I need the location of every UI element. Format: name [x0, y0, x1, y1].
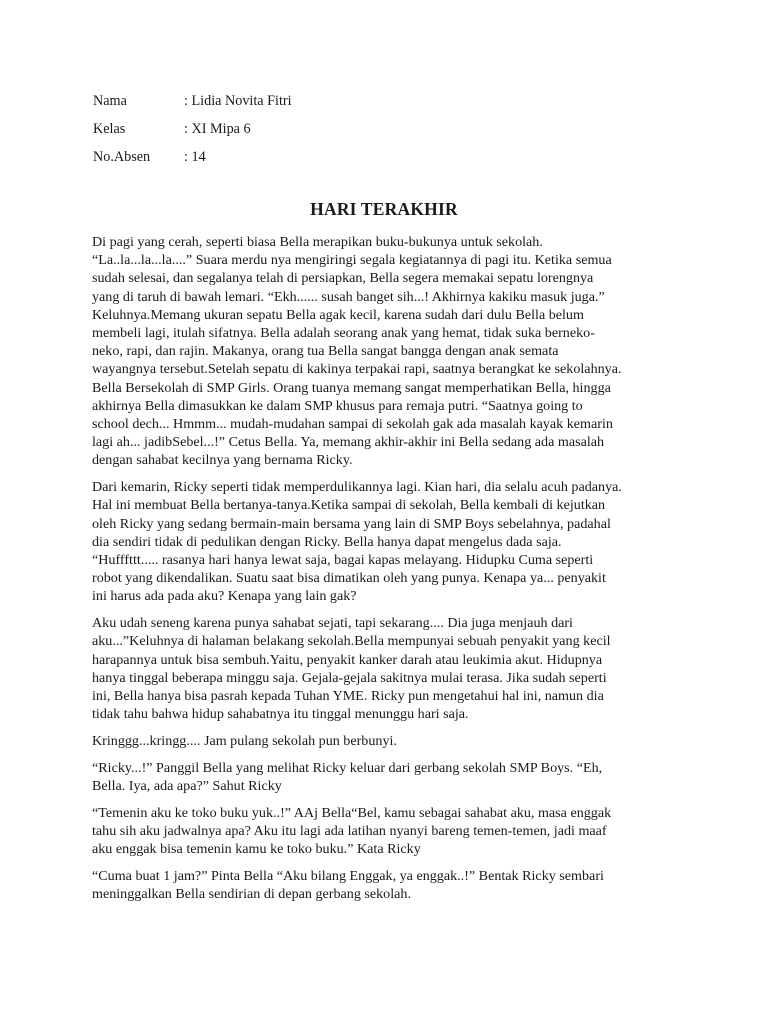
- story-body: [92, 233, 688, 912]
- paragraph-line: neko, rapi, dan rajin. Makanya, orang tua Bella sangat bangga dengan anak semata: [92, 343, 559, 360]
- paragraph-line: tidak tahu bahwa hidup sahabatnya itu tinggal menunggu hari saja.: [92, 706, 469, 723]
- info-row-nama: [93, 87, 292, 115]
- info-value: : XI Mipa 6: [184, 121, 251, 137]
- paragraph-line: aku...”Keluhnya di halaman belakang sekolah.Bella mempunyai sebuah penyakit yang kecil: [92, 633, 611, 650]
- paragraph-line: robot yang dikendalikan. Suatu saat bisa dimatikan oleh yang punya. Kenapa ya... penyakit: [92, 570, 606, 587]
- paragraph-line: “Ricky...!” Panggil Bella yang melihat Ricky keluar dari gerbang sekolah SMP Boys. “Eh,: [92, 759, 603, 776]
- paragraph-line: ini, Bella hanya bisa pasrah kepada Tuhan YME. Ricky pun mengetahui hal ini, namun dia: [92, 688, 604, 705]
- info-row-kelas: [93, 115, 292, 143]
- paragraph-line: Kringgg...kringg.... Jam pulang sekolah pun berbunyi.: [92, 733, 397, 750]
- story-paragraph: [92, 804, 688, 859]
- info-row-absen: [93, 143, 292, 171]
- paragraph-line: “Hufffttt..... rasanya hari hanya lewat saja, bagai kapas melayang. Hidupku Cuma seperti: [92, 552, 594, 569]
- paragraph-line: akhirnya Bella dimasukkan ke dalam SMP khusus para remaja putri. “Saatnya going to: [92, 397, 583, 414]
- story-title: HARI TERAKHIR: [310, 199, 458, 219]
- paragraph-line: dia sendiri tidak di pedulikan dengan Ricky. Bella hanya dapat mengelus dada saja.: [92, 533, 562, 550]
- paragraph-line: hanya tinggal beberapa minggu saja. Gejala-gejala sakitnya mulai terasa. Jika sudah seperti: [92, 669, 607, 686]
- paragraph-line: “La..la...la...la....” Suara merdu nya mengiringi segala kegiatannya di pagi itu. Ketika semua: [92, 252, 612, 269]
- paragraph-line: ini harus ada pada aku? Kenapa yang lain gak?: [92, 588, 357, 605]
- story-paragraph: [92, 759, 688, 795]
- paragraph-line: aku enggak bisa temenin kamu ke toko buku.” Kata Ricky: [92, 841, 421, 858]
- paragraph-line: Di pagi yang cerah, seperti biasa Bella merapikan buku-bukunya untuk sekolah.: [92, 234, 543, 250]
- info-value: : Lidia Novita Fitri: [184, 93, 292, 109]
- paragraph-line: “Temenin aku ke toko buku yuk..!” AAj Bella“Bel, kamu sebagai sahabat aku, masa enggak: [92, 804, 612, 821]
- paragraph-line: Bella. Iya, ada apa?” Sahut Ricky: [92, 778, 282, 795]
- paragraph-line: Dari kemarin, Ricky seperti tidak memperdulikannya lagi. Kian hari, dia selalu acuh padanya.: [92, 479, 622, 496]
- paragraph-line: sudah selesai, dan segalanya telah di persiapkan, Bella segera memakai sepatu lorengnya: [92, 270, 594, 287]
- paragraph-line: membeli lagi, itulah sifatnya. Bella adalah seorang anak yang hemat, tidak suka berneko-: [92, 325, 595, 342]
- paragraph-line: meninggalkan Bella sendirian di depan gerbang sekolah.: [92, 886, 411, 903]
- student-info: [93, 87, 292, 171]
- paragraph-line: Hal ini membuat Bella bertanya-tanya.Ketika sampai di sekolah, Bella kembali di kejutkan: [92, 497, 606, 514]
- paragraph-line: Keluhnya.Memang ukuran sepatu Bella agak kecil, karena sudah dari dulu Bella belum: [92, 306, 584, 323]
- paragraph-line: lagi ah... jadibSebel...!” Cetus Bella. Ya, memang akhir-akhir ini Bella sedang ada masalah: [92, 434, 605, 451]
- paragraph-line: “Cuma buat 1 jam?” Pinta Bella “Aku bilang Enggak, ya enggak..!” Bentak Ricky sembari: [92, 868, 604, 885]
- paragraph-line: Aku udah seneng karena punya sahabat sejati, tapi sekarang.... Dia juga menjauh dari: [92, 615, 573, 632]
- paragraph-line: school dech... Hmmm... mudah-mudahan sampai di sekolah gak ada masalah kayak kemarin: [92, 416, 613, 433]
- info-label: Kelas: [93, 121, 126, 137]
- paragraph-line: Bella Bersekolah di SMP Girls. Orang tuanya memang sangat memperhatikan Bella, hingga: [92, 379, 611, 396]
- info-label: Nama: [93, 93, 127, 109]
- info-value: : 14: [184, 149, 206, 165]
- story-paragraph: [92, 867, 688, 903]
- paragraph-line: yang di taruh di bawah lemari. “Ekh...... susah banget sih...! Akhirnya kakiku masuk juga.”: [92, 288, 605, 305]
- story-paragraph: [92, 614, 688, 723]
- paragraph-line: dengan sahabat kecilnya yang bernama Ricky.: [92, 452, 353, 469]
- paragraph-line: tahu sih aku jadwalnya apa? Aku itu lagi ada latihan nyanyi bareng temen-temen, jadi maaf: [92, 823, 607, 840]
- story-paragraph: [92, 478, 688, 605]
- paragraph-line: wayangnya tersebut.Setelah sepatu di kakinya terpakai rapi, saatnya berangkat ke sekolahnya.: [92, 361, 622, 378]
- story-paragraph: [92, 233, 688, 470]
- story-paragraph: [92, 732, 688, 750]
- info-label: No.Absen: [93, 149, 151, 165]
- paragraph-line: harapannya untuk bisa sembuh.Yaitu, penyakit kanker darah atau leukimia akut. Hidupnya: [92, 651, 603, 668]
- paragraph-line: oleh Ricky yang sedang bermain-main bersama yang lain di SMP Boys sebelahnya, padahal: [92, 515, 611, 532]
